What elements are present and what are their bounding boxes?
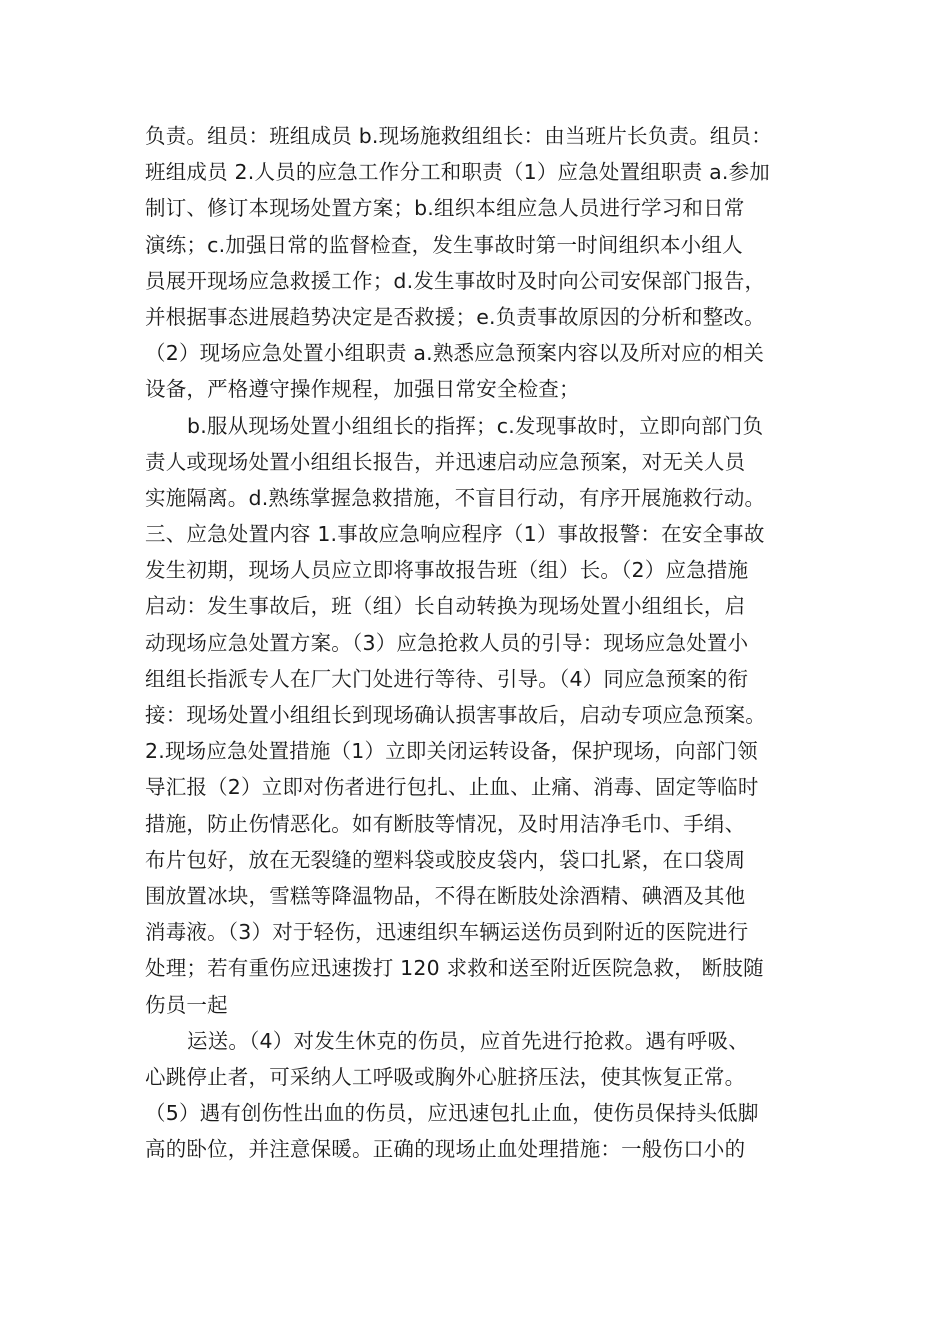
text-line: 动现场应急处置方案。（3）应急抢救人员的引导：现场应急处置小: [145, 630, 749, 655]
text-line: （2）现场应急处置小组职责 a.熟悉应急预案内容以及所对应的相关: [145, 341, 765, 366]
text-line: 高的卧位，并注意保暖。正确的现场止血处理措施：一般伤口小的: [145, 1137, 746, 1162]
text-line: 实施隔离。d.熟练掌握急救措施，不盲目行动，有序开展施救行动。: [145, 485, 766, 510]
text-line: 负责。组员：班组成员 b.现场施救组组长：由当班片长负责。组员：: [145, 124, 772, 148]
text-line: 启动：发生事故后，班（组）长自动转换为现场处置小组组长，启: [145, 594, 746, 619]
text-line: 2.现场应急处置措施（1）立即关闭运转设备，保护现场，向部门领: [145, 739, 758, 764]
text-line: 消毒液。（3）对于轻伤，迅速组织车辆运送伤员到附近的医院进行: [145, 920, 749, 945]
text-line: b.服从现场处置小组组长的指挥；c.发现事故时，立即向部门负: [187, 413, 764, 438]
text-line: 运送。（4）对发生休克的伤员，应首先进行抢救。遇有呼吸、: [187, 1028, 749, 1053]
text-line: 员展开现场应急救援工作；d.发生事故时及时向公司安保部门报告，: [145, 268, 766, 293]
text-line: 并根据事态进展趋势决定是否救援；e.负责事故原因的分析和整改。: [145, 304, 765, 329]
body-text: [145, 118, 825, 1167]
text-line: 发生初期，现场人员应立即将事故报告班（组）长。（2）应急措施: [145, 558, 749, 583]
text-line: 布片包好，放在无裂缝的塑料袋或胶皮袋内，袋口扎紧，在口袋周: [145, 847, 746, 872]
text-line: 心跳停止者，可采纳人工呼吸或胸外心脏挤压法，使其恢复正常。: [145, 1064, 746, 1089]
text-line: 措施，防止伤情恶化。如有断肢等情况，及时用洁净毛巾、手绢、: [145, 811, 746, 836]
text-line: 设备，严格遵守操作规程，加强日常安全检查；: [145, 377, 580, 402]
text-line: 班组成员 2.人员的应急工作分工和职责（1）应急处置组职责 a.参加: [145, 160, 771, 185]
text-line: （5）遇有创伤性出血的伤员，应迅速包扎止血，使伤员保持头低脚: [145, 1101, 759, 1126]
text-line: 伤员一起: [145, 992, 228, 1017]
text-line: 导汇报（2）立即对伤者进行包扎、止血、止痛、消毒、固定等临时: [145, 775, 759, 800]
text-line: 演练；c.加强日常的监督检查，发生事故时第一时间组织本小组人: [145, 232, 743, 257]
text-line: 组组长指派专人在厂大门处进行等待、引导。（4）同应急预案的衔: [145, 666, 749, 691]
text-line: 制订、修订本现场处置方案；b.组织本组应急人员进行学习和日常: [145, 196, 745, 221]
text-line: 处理；若有重伤应迅速拨打 120 求救和送至附近医院急救， 断肢随: [145, 956, 764, 981]
text-line: 围放置冰块，雪糕等降温物品，不得在断肢处涂酒精、碘酒及其他: [145, 883, 746, 908]
text-line: 接：现场处置小组组长到现场确认损害事故后，启动专项应急预案。: [145, 703, 766, 727]
text-line: 责人或现场处置小组组长报告，并迅速启动应急预案，对无关人员: [145, 449, 746, 474]
text-line: 三、应急处置内容 1.事故应急响应程序（1）事故报警：在安全事故: [145, 522, 765, 547]
